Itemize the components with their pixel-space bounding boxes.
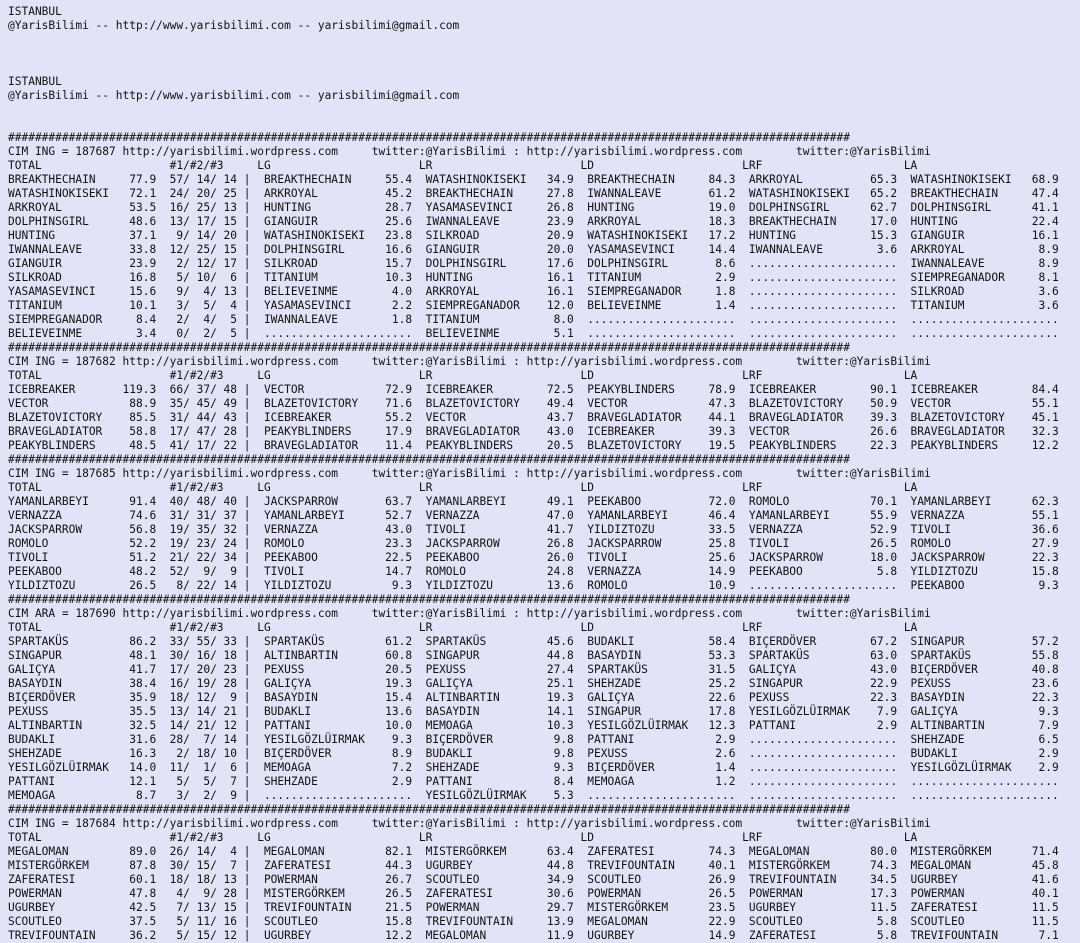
table-row: MEGALOMAN 89.0 26/ 14/ 4 | MEGALOMAN 82.1 MISTERGÖRKEM 63.4 ZAFERATESI 74.3 MEGALOMAN 80.0 MISTERGÖRKEM 71.4 [8,845,1059,858]
separator-line: ############################################################################################################################# [8,593,850,606]
table-row: VERNAZZA 74.6 31/ 31/ 37 | YAMANLARBEYI 52.7 VERNAZZA 47.0 YAMANLARBEYI 46.4 YAMANLARBEYI 55.9 VERNAZZA 55.1 [8,509,1059,522]
table-row: VECTOR 88.9 35/ 45/ 49 | BLAZETOVICTORY 71.6 BLAZETOVICTORY 49.4 VECTOR 47.3 BLAZETOVICTORY 50.9 VECTOR 55.1 [8,397,1059,410]
table-row: JACKSPARROW 56.8 19/ 35/ 32 | VERNAZZA 43.0 TIVOLI 41.7 YILDIZTOZU 33.5 VERNAZZA 52.9 TIVOLI 36.6 [8,523,1059,536]
table-row: YAMANLARBEYI 91.4 40/ 48/ 40 | JACKSPARROW 63.7 YAMANLARBEYI 49.1 PEEKABOO 72.0 ROMOLO 70.1 YAMANLARBEYI 62.3 [8,495,1059,508]
separator-line: ############################################################################################################################# [8,803,850,816]
table-row: ALTINBARTIN 32.5 14/ 21/ 12 | PATTANI 10.0 MEMOAGA 10.3 YESILGÖZLÜIRMAK 12.3 PATTANI 2.9 ALTINBARTIN 7.9 [8,719,1059,732]
table-row: YASAMASEVINCI 15.6 9/ 4/ 13 | BELIEVEINME 4.0 ARKROYAL 16.1 SIEMPREGANADOR 1.8 ...................... SILKROAD 3.6 [8,285,1059,298]
race-title: CIM ARA = 187690 http://yarisbilimi.wordpress.com twitter:@YarisBilimi : http://yarisbilimi.wordpress.com twitter:@YarisBilimi [8,607,931,620]
table-row: TREVIFOUNTAIN 36.2 5/ 15/ 12 | UGURBEY 12.2 MEGALOMAN 11.9 UGURBEY 14.9 ZAFERATESI 5.8 TREVIFOUNTAIN 7.1 [8,929,1059,942]
table-row: UGURBEY 42.5 7/ 13/ 15 | TREVIFOUNTAIN 21.5 POWERMAN 29.7 MISTERGÖRKEM 23.5 UGURBEY 11.5 ZAFERATESI 11.5 [8,901,1059,914]
table-row: SPARTAKÜS 86.2 33/ 55/ 33 | SPARTAKÜS 61.2 SPARTAKÜS 45.6 BUDAKLI 58.4 BIÇERDÖVER 67.2 SINGAPUR 57.2 [8,635,1059,648]
table-row: TIVOLI 51.2 21/ 22/ 34 | PEEKABOO 22.5 PEEKABOO 26.0 TIVOLI 25.6 JACKSPARROW 18.0 JACKSPARROW 22.3 [8,551,1059,564]
table-row: SILKROAD 16.8 5/ 10/ 6 | TITANIUM 10.3 HUNTING 16.1 TITANIUM 2.9 ...................... SIEMPREGANADOR 8.1 [8,271,1059,284]
race-title: CIM ING = 187687 http://yarisbilimi.wordpress.com twitter:@YarisBilimi : http://yarisbilimi.wordpress.com twitter:@YarisBilimi [8,145,931,158]
table-row: IWANNALEAVE 33.8 12/ 25/ 15 | DOLPHINSGIRL 16.6 GIANGUIR 20.0 YASAMASEVINCI 14.4 IWANNALEAVE 3.6 ARKROYAL 8.9 [8,243,1059,256]
table-row: MEMOAGA 8.7 3/ 2/ 9 | ...................... YESILGÖZLÜIRMAK 5.3 ...................... ...................... ...................... [8,789,1059,802]
header-line: @YarisBilimi -- http://www.yarisbilimi.com -- yarisbilimi@gmail.com [8,89,460,102]
column-header-row: TOTAL #1/#2/#3 LG LR LD LRF LA [8,159,918,172]
table-row: SIEMPREGANADOR 8.4 2/ 4/ 5 | IWANNALEAVE 1.8 TITANIUM 8.0 ...................... ...................... ...................... [8,313,1059,326]
table-row: HUNTING 37.1 9/ 14/ 20 | WATASHINOKISEKI 23.8 SILKROAD 20.9 WATASHINOKISEKI 17.2 HUNTING 15.3 GIANGUIR 16.1 [8,229,1059,242]
table-row: GALIÇYA 41.7 17/ 20/ 23 | PEXUSS 20.5 PEXUSS 27.4 SPARTAKÜS 31.5 GALIÇYA 43.0 BIÇERDÖVER 40.8 [8,663,1059,676]
race-title: CIM ING = 187682 http://yarisbilimi.wordpress.com twitter:@YarisBilimi : http://yarisbilimi.wordpress.com twitter:@YarisBilimi [8,355,931,368]
column-header-row: TOTAL #1/#2/#3 LG LR LD LRF LA [8,621,918,634]
table-row: WATASHINOKISEKI 72.1 24/ 20/ 25 | ARKROYAL 45.2 BREAKTHECHAIN 27.8 IWANNALEAVE 61.2 WATASHINOKISEKI 65.2 BREAKTHECHAIN 47.4 [8,187,1059,200]
table-row: BUDAKLI 31.6 28/ 7/ 14 | YESILGÖZLÜIRMAK 9.3 BIÇERDÖVER 9.8 PATTANI 2.9 ...................... SHEHZADE 6.5 [8,733,1059,746]
table-row: ROMOLO 52.2 19/ 23/ 24 | ROMOLO 23.3 JACKSPARROW 26.8 JACKSPARROW 25.8 TIVOLI 26.5 ROMOLO 27.9 [8,537,1059,550]
race-report-text [8,5,1080,943]
table-row: SCOUTLEO 37.5 5/ 11/ 16 | SCOUTLEO 15.8 TREVIFOUNTAIN 13.9 MEGALOMAN 22.9 SCOUTLEO 5.8 SCOUTLEO 11.5 [8,915,1059,928]
table-row: POWERMAN 47.8 4/ 9/ 28 | MISTERGÖRKEM 26.5 ZAFERATESI 30.6 POWERMAN 26.5 POWERMAN 17.3 POWERMAN 40.1 [8,887,1059,900]
column-header-row: TOTAL #1/#2/#3 LG LR LD LRF LA [8,481,918,494]
table-row: TITANIUM 10.1 3/ 5/ 4 | YASAMASEVINCI 2.2 SIEMPREGANADOR 12.0 BELIEVEINME 1.4 ...................... TITANIUM 3.6 [8,299,1059,312]
race-title: CIM ING = 187685 http://yarisbilimi.wordpress.com twitter:@YarisBilimi : http://yarisbilimi.wordpress.com twitter:@YarisBilimi [8,467,931,480]
table-row: ZAFERATESI 60.1 18/ 18/ 13 | POWERMAN 26.7 SCOUTLEO 34.9 SCOUTLEO 26.9 TREVIFOUNTAIN 34.5 UGURBEY 41.6 [8,873,1059,886]
separator-line: ############################################################################################################################# [8,341,850,354]
header-line: @YarisBilimi -- http://www.yarisbilimi.com -- yarisbilimi@gmail.com [8,19,460,32]
separator-line: ############################################################################################################################# [8,453,850,466]
table-row: YILDIZTOZU 26.5 8/ 22/ 14 | YILDIZTOZU 9.3 YILDIZTOZU 13.6 ROMOLO 10.9 ...................... PEEKABOO 9.3 [8,579,1059,592]
table-row: PEXUSS 35.5 13/ 14/ 21 | BUDAKLI 13.6 BASAYDIN 14.1 SINGAPUR 17.8 YESILGÖZLÜIRMAK 7.9 GALIÇYA 9.3 [8,705,1059,718]
table-row: GIANGUIR 23.9 2/ 12/ 17 | SILKROAD 15.7 DOLPHINSGIRL 17.6 DOLPHINSGIRL 8.6 ...................... IWANNALEAVE 8.9 [8,257,1059,270]
table-row: MISTERGÖRKEM 87.8 30/ 15/ 7 | ZAFERATESI 44.3 UGURBEY 44.8 TREVIFOUNTAIN 40.1 MISTERGÖRKEM 74.3 MEGALOMAN 45.8 [8,859,1059,872]
race-title: CIM ING = 187684 http://yarisbilimi.wordpress.com twitter:@YarisBilimi : http://yarisbilimi.wordpress.com twitter:@YarisBilimi [8,817,931,830]
header-line: ISTANBUL [8,75,62,88]
table-row: PATTANI 12.1 5/ 5/ 7 | SHEHZADE 2.9 PATTANI 8.4 MEMOAGA 1.2 ...................... ...................... [8,775,1059,788]
column-header-row: TOTAL #1/#2/#3 LG LR LD LRF LA [8,831,918,844]
column-header-row: TOTAL #1/#2/#3 LG LR LD LRF LA [8,369,918,382]
table-row: BELIEVEINME 3.4 0/ 2/ 5 | ...................... BELIEVEINME 5.1 ...................... ...................... ...................... [8,327,1059,340]
table-row: SINGAPUR 48.1 30/ 16/ 18 | ALTINBARTIN 60.8 SINGAPUR 44.8 BASAYDIN 53.3 SPARTAKÜS 63.0 SPARTAKÜS 55.8 [8,649,1059,662]
table-row: SHEHZADE 16.3 2/ 18/ 10 | BIÇERDÖVER 8.9 BUDAKLI 9.8 PEXUSS 2.6 ...................... BUDAKLI 2.9 [8,747,1059,760]
separator-line: ############################################################################################################################# [8,131,850,144]
table-row: ARKROYAL 53.5 16/ 25/ 13 | HUNTING 28.7 YASAMASEVINCI 26.8 HUNTING 19.0 DOLPHINSGIRL 62.7 DOLPHINSGIRL 41.1 [8,201,1059,214]
header-line: ISTANBUL [8,5,62,18]
table-row: PEAKYBLINDERS 48.5 41/ 17/ 22 | BRAVEGLADIATOR 11.4 PEAKYBLINDERS 20.5 BLAZETOVICTORY 19.5 PEAKYBLINDERS 22.3 PEAKYBLINDERS 12.2 [8,439,1059,452]
table-row: ICEBREAKER 119.3 66/ 37/ 48 | VECTOR 72.9 ICEBREAKER 72.5 PEAKYBLINDERS 78.9 ICEBREAKER 90.1 ICEBREAKER 84.4 [8,383,1059,396]
table-row: PEEKABOO 48.2 52/ 9/ 9 | TIVOLI 14.7 ROMOLO 24.8 VERNAZZA 14.9 PEEKABOO 5.8 YILDIZTOZU 15.8 [8,565,1059,578]
table-row: BASAYDIN 38.4 16/ 19/ 28 | GALIÇYA 19.3 GALIÇYA 25.1 SHEHZADE 25.2 SINGAPUR 22.9 PEXUSS 23.6 [8,677,1059,690]
table-row: BIÇERDÖVER 35.9 18/ 12/ 9 | BASAYDIN 15.4 ALTINBARTIN 19.3 GALIÇYA 22.6 PEXUSS 22.3 BASAYDIN 22.3 [8,691,1059,704]
table-row: BREAKTHECHAIN 77.9 57/ 14/ 14 | BREAKTHECHAIN 55.4 WATASHINOKISEKI 34.9 BREAKTHECHAIN 84.3 ARKROYAL 65.3 WATASHINOKISEKI 68.9 [8,173,1059,186]
table-row: DOLPHINSGIRL 48.6 13/ 17/ 15 | GIANGUIR 25.6 IWANNALEAVE 23.9 ARKROYAL 18.3 BREAKTHECHAIN 17.0 HUNTING 22.4 [8,215,1059,228]
table-row: YESILGÖZLÜIRMAK 14.0 11/ 1/ 6 | MEMOAGA 7.2 SHEHZADE 9.3 BIÇERDÖVER 1.4 ...................... YESILGÖZLÜIRMAK 2.9 [8,761,1059,774]
table-row: BLAZETOVICTORY 85.5 31/ 44/ 43 | ICEBREAKER 55.2 VECTOR 43.7 BRAVEGLADIATOR 44.1 BRAVEGLADIATOR 39.3 BLAZETOVICTORY 45.1 [8,411,1059,424]
table-row: BRAVEGLADIATOR 58.8 17/ 47/ 28 | PEAKYBLINDERS 17.9 BRAVEGLADIATOR 43.0 ICEBREAKER 39.3 VECTOR 26.6 BRAVEGLADIATOR 32.3 [8,425,1059,438]
